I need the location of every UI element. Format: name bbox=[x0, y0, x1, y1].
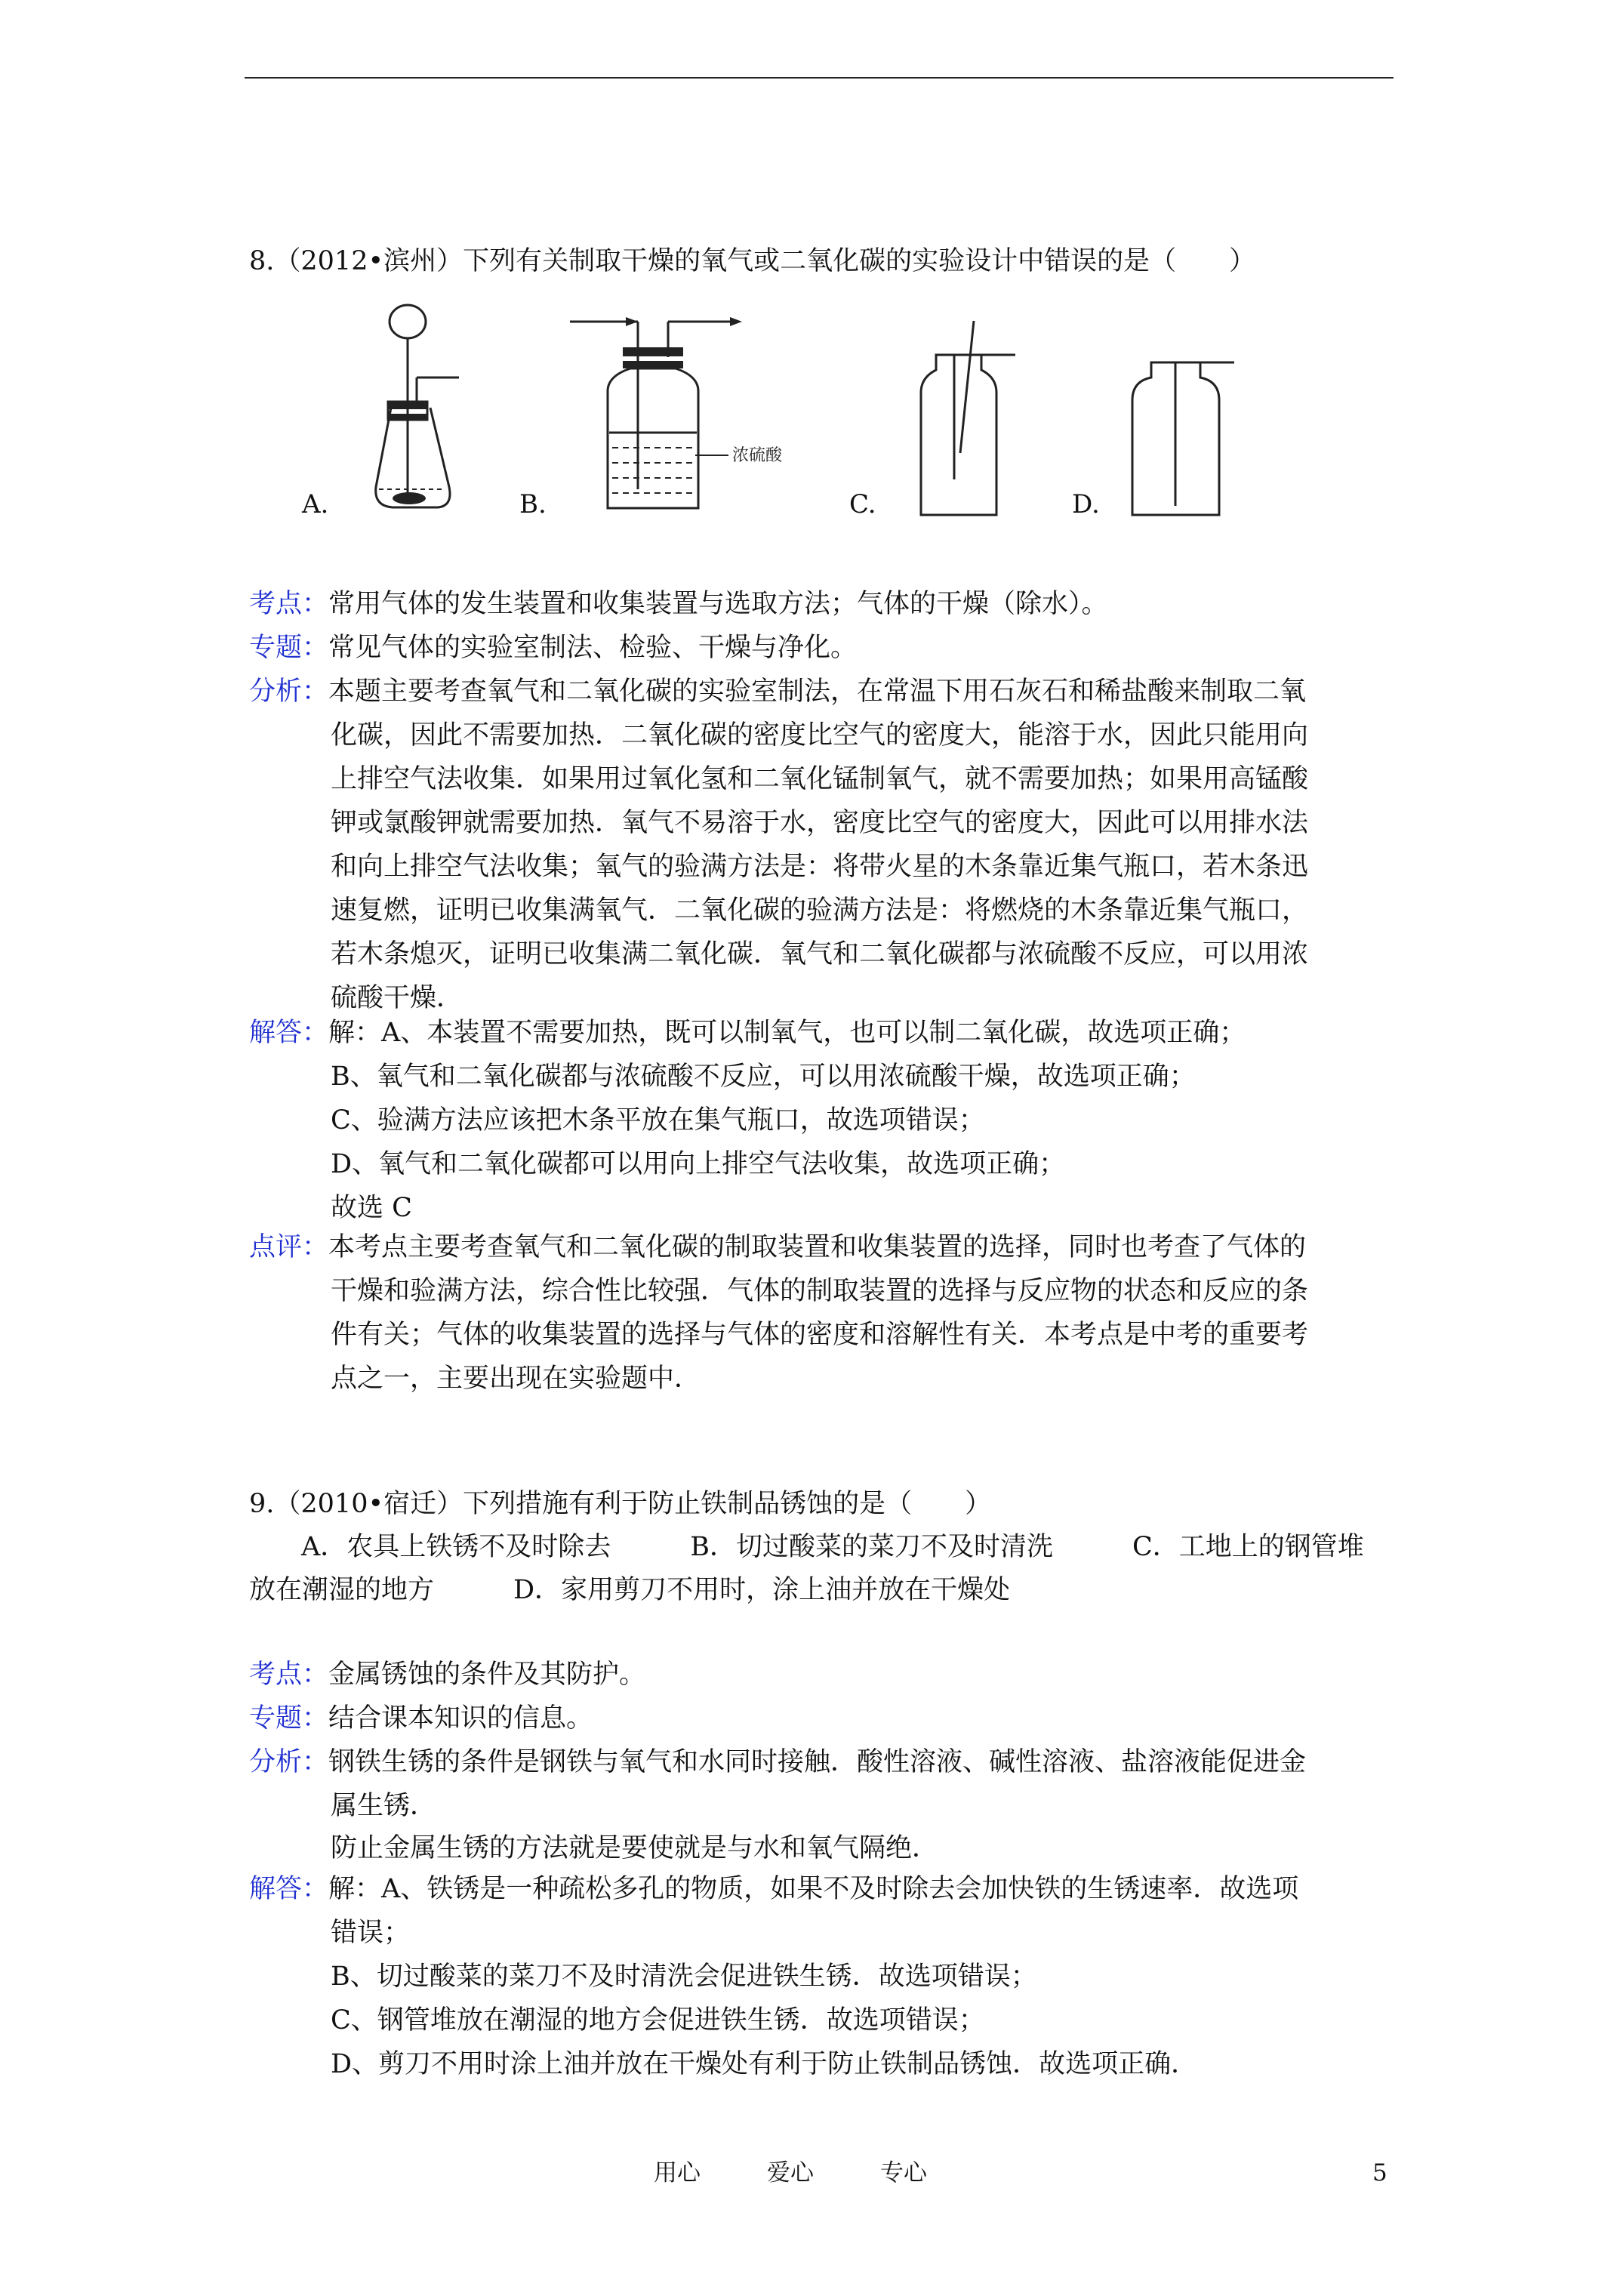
q9-kaodian-label: 考点： bbox=[249, 1660, 329, 1690]
q8-jieda-line-2: C、验满方法应该把木条平放在集气瓶口，故选项错误； bbox=[331, 1105, 985, 1136]
apparatus-d-figure bbox=[1129, 355, 1242, 525]
q8-option-a: A. bbox=[302, 489, 329, 519]
q8-option-c: C. bbox=[849, 489, 876, 519]
q9-jieda-text: 解：A、铁锈是一种疏松多孔的物质，如果不及时除去会加快铁的生锈速率．故选项 bbox=[328, 1874, 1299, 1904]
q8-zhuanti bbox=[249, 627, 857, 669]
q9-fenxi-line-0 bbox=[249, 1741, 1306, 1783]
q8-option-d: D. bbox=[1072, 489, 1100, 519]
apparatus-b-figure bbox=[562, 300, 812, 527]
q8-fenxi-line-0 bbox=[249, 670, 1306, 713]
q9-fenxi-line-2: 防止金属生锈的方法就是要使就是与水和氧气隔绝． bbox=[331, 1833, 939, 1863]
q8-kaodian bbox=[249, 583, 1108, 625]
header-rule bbox=[245, 77, 1394, 79]
q9-options-line-2: 放在潮湿的地方 D．家用剪刀不用时，涂上油并放在干燥处 bbox=[249, 1575, 1011, 1605]
q8-dianping-line-0 bbox=[249, 1226, 1306, 1268]
q8-fenxi-line-2: 上排空气法收集．如果用过氧化氢和二氧化锰制氧气，就不需要加热；如果用高锰酸 bbox=[331, 764, 1309, 794]
q8-dianping-line-1: 干燥和验满方法，综合性比较强．气体的制取装置的选择与反应物的状态和反应的条 bbox=[331, 1276, 1309, 1306]
q8-zhuanti-label: 专题： bbox=[249, 633, 329, 663]
q8-fenxi-line-6: 若木条熄灭，证明已收集满二氧化碳．氧气和二氧化碳都与浓硫酸不反应，可以用浓 bbox=[331, 939, 1309, 969]
q9-zhuanti-text: 结合课本知识的信息。 bbox=[328, 1703, 593, 1734]
q8-jieda-line-4: 故选 C bbox=[331, 1193, 412, 1223]
q9-kaodian-text: 金属锈蚀的条件及其防护。 bbox=[328, 1660, 646, 1690]
q8-fenxi-line-4: 和向上排空气法收集；氧气的验满方法是：将带火星的木条靠近集气瓶口，若木条迅 bbox=[331, 852, 1309, 882]
q9-jieda-line-3: C、钢管堆放在潮湿的地方会促进铁生锈．故选项错误； bbox=[331, 2005, 985, 2036]
q9-fenxi-text: 钢铁生锈的条件是钢铁与氧气和水同时接触．酸性溶液、碱性溶液、盐溶液能促进金 bbox=[328, 1747, 1307, 1777]
q9-kaodian bbox=[249, 1653, 645, 1696]
q9-stem: 9.（2010•宿迁）下列措施有利于防止铁制品锈蚀的是（ ） bbox=[249, 1489, 992, 1519]
q8-fenxi-label: 分析： bbox=[249, 676, 329, 707]
q8-jieda-label: 解答： bbox=[249, 1018, 329, 1048]
q8-zhuanti-text: 常见气体的实验室制法、检验、干燥与净化。 bbox=[328, 633, 858, 663]
q9-fenxi-label: 分析： bbox=[249, 1747, 329, 1777]
q9-zhuanti bbox=[249, 1697, 593, 1740]
footer-left: 用心 bbox=[654, 2159, 701, 2187]
q9-jieda-label: 解答： bbox=[249, 1874, 329, 1904]
q8-fenxi-line-5: 速复燃，证明已收集满氧气．二氧化碳的验满方法是：将燃烧的木条靠近集气瓶口， bbox=[331, 895, 1309, 926]
q8-jieda-line-0 bbox=[249, 1012, 1246, 1054]
q8-dianping-text: 本考点主要考查氧气和二氧化碳的制取装置和收集装置的选择，同时也考查了气体的 bbox=[328, 1232, 1307, 1262]
q9-jieda-line-1: 错误； bbox=[331, 1918, 411, 1948]
q8-kaodian-text: 常用气体的发生装置和收集装置与选取方法；气体的干燥（除水）。 bbox=[328, 589, 1108, 619]
conc-sulfuric-acid-label: 浓硫酸 bbox=[732, 446, 783, 465]
q8-jieda-line-1: B、氧气和二氧化碳都与浓硫酸不反应，可以用浓硫酸干燥，故选项正确； bbox=[331, 1062, 1196, 1092]
apparatus-a-figure bbox=[332, 302, 483, 521]
q8-option-b: B. bbox=[519, 489, 547, 519]
q8-dianping-label: 点评： bbox=[249, 1232, 329, 1262]
q8-fenxi-line-3: 钾或氯酸钾就需要加热．氧气不易溶于水，密度比空气的密度大，因此可以用排水法 bbox=[331, 808, 1309, 838]
q8-fenxi-line-1: 化碳，因此不需要加热．二氧化碳的密度比空气的密度大，能溶于水，因此只能用向 bbox=[331, 720, 1309, 750]
q8-fenxi-line-7: 硫酸干燥． bbox=[331, 983, 463, 1013]
q9-jieda-line-2: B、切过酸菜的菜刀不及时清洗会促进铁生锈．故选项错误； bbox=[331, 1962, 1037, 1992]
q9-zhuanti-label: 专题： bbox=[249, 1703, 329, 1734]
q8-dianping-line-3: 点之一，主要出现在实验题中． bbox=[331, 1364, 701, 1394]
q9-jieda-line-4: D、剪刀不用时涂上油并放在干燥处有利于防止铁制品锈蚀．故选项正确． bbox=[331, 2049, 1198, 2079]
q8-stem: 8.（2012•滨州）下列有关制取干燥的氧气或二氧化碳的实验设计中错误的是（ ） bbox=[249, 246, 1256, 276]
footer-right: 专心 bbox=[880, 2159, 927, 2187]
q8-dianping-line-2: 件有关；气体的收集装置的选择与气体的密度和溶解性有关．本考点是中考的重要考 bbox=[331, 1320, 1309, 1350]
apparatus-c-figure bbox=[906, 317, 1019, 521]
q9-options-line-1: A．农具上铁锈不及时除去 B．切过酸菜的菜刀不及时清洗 C．工地上的钢管堆 bbox=[301, 1532, 1364, 1562]
q8-fenxi-text: 本题主要考查氧气和二氧化碳的实验室制法，在常温下用石灰石和稀盐酸来制取二氧 bbox=[328, 676, 1307, 707]
q8-jieda-line-3: D、氧气和二氧化碳都可以用向上排空气法收集，故选项正确； bbox=[331, 1149, 1066, 1179]
q9-jieda-line-0 bbox=[249, 1868, 1298, 1910]
q8-kaodian-label: 考点： bbox=[249, 589, 329, 619]
page-number: 5 bbox=[1372, 2159, 1387, 2187]
footer-middle: 爱心 bbox=[767, 2159, 814, 2187]
q8-jieda-text: 解：A、本装置不需要加热，既可以制氧气，也可以制二氧化碳，故选项正确； bbox=[328, 1018, 1246, 1048]
q9-fenxi-line-1: 属生锈． bbox=[331, 1791, 437, 1821]
